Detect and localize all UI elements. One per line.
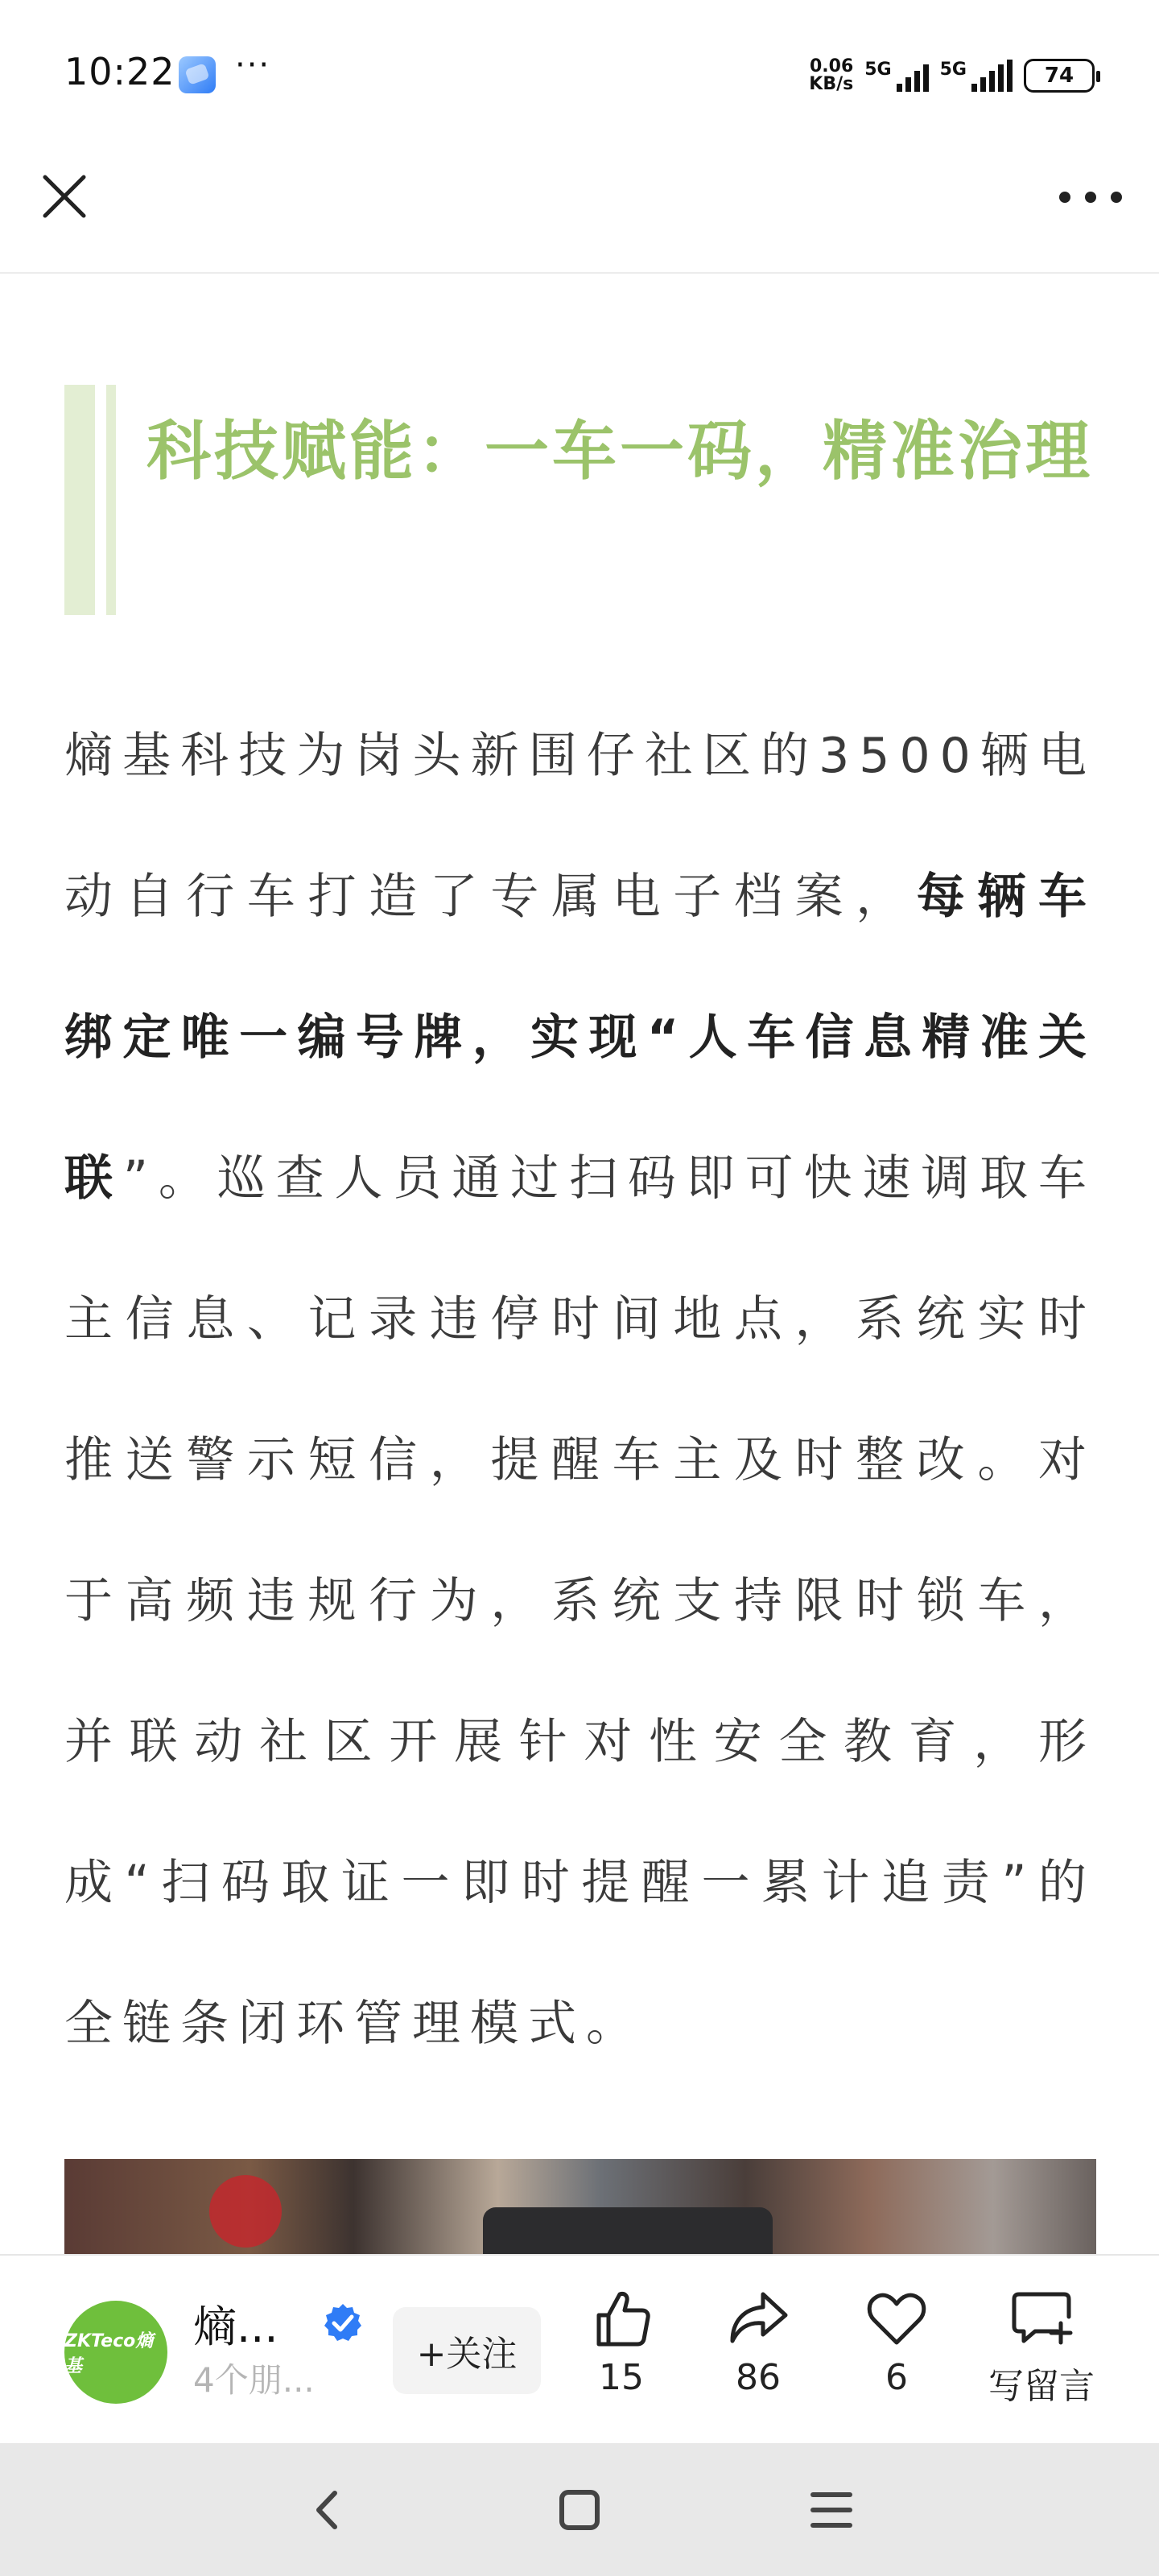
status-more-notifications: ··· bbox=[235, 47, 271, 84]
comment-button[interactable] bbox=[987, 2285, 1096, 2409]
verified-icon bbox=[322, 2302, 364, 2344]
status-time: 10:22 bbox=[64, 50, 175, 93]
network-speed-unit: KB/s bbox=[809, 74, 854, 94]
more-icon bbox=[1059, 192, 1070, 203]
like-button[interactable] bbox=[573, 2285, 670, 2398]
signal-label-2: 5G bbox=[939, 60, 967, 80]
paragraph-bold-text: 每辆车绑定唯一编号牌，实现“人车信息精准关联 bbox=[64, 869, 1096, 1207]
battery-level: 74 bbox=[1044, 64, 1074, 88]
heading-accent-bar bbox=[64, 385, 95, 615]
comment-label: 写留言 bbox=[988, 2366, 1095, 2407]
paragraph-text: 熵基科技为岗头新围仔社区的3500辆电动自行车打造了专属电子档案， bbox=[64, 728, 1096, 925]
status-indicators bbox=[809, 53, 1095, 98]
back-button[interactable] bbox=[299, 2482, 356, 2538]
like-count: 15 bbox=[599, 2357, 644, 2398]
favorite-count: 6 bbox=[885, 2357, 908, 2398]
signal-label: 5G bbox=[864, 60, 892, 80]
battery-icon bbox=[1024, 59, 1095, 93]
system-nav-bar bbox=[0, 2443, 1159, 2576]
share-icon bbox=[724, 2285, 792, 2352]
back-icon bbox=[299, 2482, 356, 2538]
favorite-button[interactable] bbox=[848, 2285, 945, 2398]
menu-button[interactable] bbox=[803, 2482, 860, 2538]
heading-title: 科技赋能：一车一码，精准治理 bbox=[146, 414, 1093, 489]
share-count: 86 bbox=[736, 2357, 781, 2398]
comment-add-icon bbox=[1008, 2285, 1075, 2352]
network-speed bbox=[809, 58, 853, 93]
signal-icon-2 bbox=[940, 60, 1013, 92]
network-speed-value: 0.06 bbox=[809, 56, 854, 76]
thumbs-up-icon bbox=[588, 2285, 655, 2352]
more-button[interactable] bbox=[1054, 177, 1127, 217]
home-button[interactable] bbox=[551, 2482, 608, 2538]
top-nav-bar bbox=[0, 145, 1159, 274]
close-button[interactable] bbox=[39, 171, 90, 222]
menu-icon bbox=[803, 2482, 860, 2538]
bottom-action-bar bbox=[0, 2254, 1159, 2443]
close-icon bbox=[39, 171, 90, 222]
follow-button[interactable]: +关注 bbox=[393, 2307, 541, 2394]
article-paragraph bbox=[64, 686, 1096, 2095]
status-bar bbox=[0, 0, 1159, 145]
author-subtitle: 4个朋... bbox=[193, 2360, 315, 2400]
author-avatar[interactable] bbox=[64, 2301, 167, 2404]
browser-app-icon bbox=[179, 56, 216, 93]
article-photo[interactable] bbox=[64, 2159, 1096, 2256]
avatar-logo-text: ZKTeco熵基 bbox=[64, 2331, 154, 2376]
paragraph-text-continued: ”。巡查人员通过扫码即可快速调取车主信息、记录违停时间地点，系统实时推送警示短信，提醒车主及时整改。对于高频违规行为，系统支持限时锁车，并联动社区开展针对性安全教育，形成“扫码取证一即时提醒一累计追责”的全链条闭环管理模式。 bbox=[64, 1150, 1097, 2052]
share-button[interactable] bbox=[710, 2285, 806, 2398]
section-heading bbox=[64, 385, 1095, 615]
signal-icon bbox=[864, 60, 928, 92]
heading-accent-line bbox=[106, 385, 116, 615]
author-name[interactable]: 熵... bbox=[193, 2301, 278, 2352]
heart-icon bbox=[863, 2285, 930, 2352]
home-icon bbox=[551, 2482, 608, 2538]
